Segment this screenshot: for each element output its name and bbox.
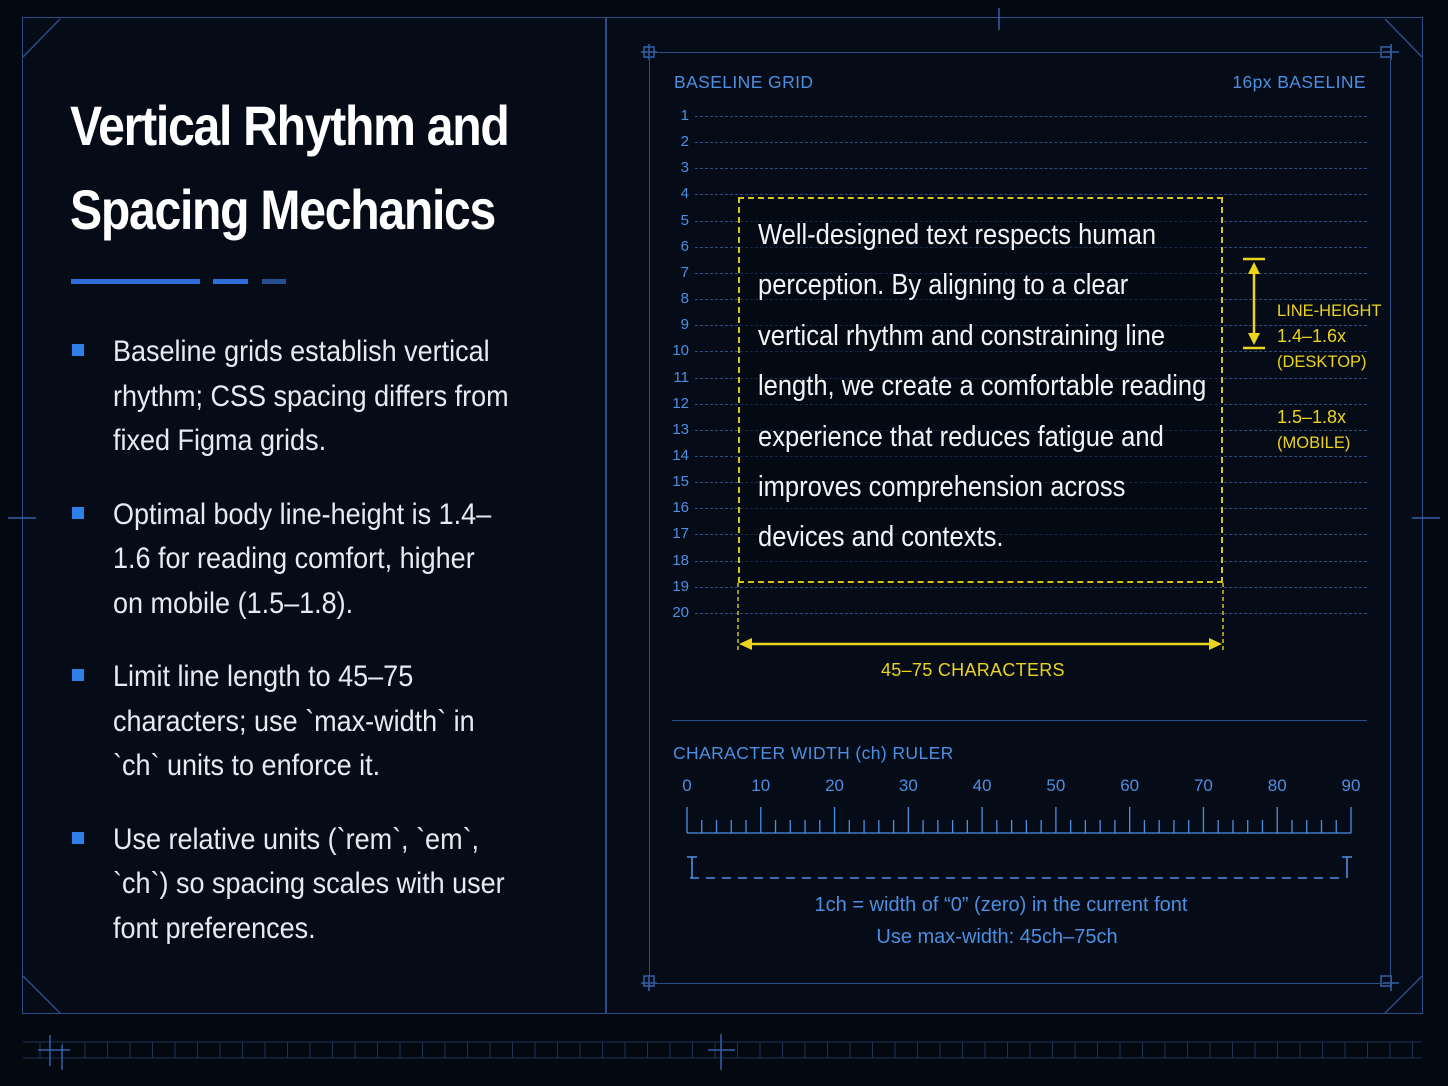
ch-definition-caption: 1ch = width of “0” (zero) in the current font — [814, 894, 1188, 916]
page-title: Vertical Rhythm and Spacing Mechanics — [70, 94, 509, 241]
ruler-tick-label: 20 — [825, 776, 844, 795]
bullet-item: Use relative units (`rem`, `em`, `ch`) so spacing scales with user font preferences. — [70, 818, 590, 952]
baseline-grid-line — [695, 613, 1367, 614]
baseline-row-number: 7 — [680, 263, 689, 281]
baseline-row-number: 3 — [680, 159, 689, 177]
baseline-grid-line — [695, 168, 1367, 169]
baseline-row-number: 4 — [680, 185, 689, 203]
bullet-item: Baseline grids establish vertical rhythm; CSS spacing differs from fixed Figma grids. — [70, 330, 590, 464]
ruler-tick-label: 70 — [1193, 776, 1213, 795]
ruler-tick-label: 80 — [1267, 776, 1287, 795]
baseline-grid-line — [695, 116, 1367, 117]
baseline-row-number: 2 — [680, 133, 689, 151]
baseline-grid-line — [695, 194, 1367, 195]
bullet-list — [70, 330, 590, 980]
desktop-line-height-value: 1.4–1.6x — [1277, 326, 1347, 346]
desktop-label: (DESKTOP) — [1277, 353, 1367, 371]
ruler-tick-label: 60 — [1120, 776, 1140, 795]
bullet-square-icon — [72, 507, 84, 519]
section-separator — [672, 720, 1367, 721]
baseline-row-number: 10 — [672, 342, 689, 360]
accent-bar-mid — [213, 279, 248, 284]
ruler-tick-label: 10 — [751, 776, 771, 795]
ruler-tick-label: 50 — [1046, 776, 1066, 795]
mobile-label: (MOBILE) — [1277, 434, 1351, 452]
bullet-item: Optimal body line-height is 1.4–1.6 for reading comfort, higher on mobile (1.5–1.8). — [70, 493, 590, 627]
sample-paragraph: Well-designed text respects human perception. By aligning to a clear vertical rhythm and constraining line length, we create a comfortable reading experience that reduces fatigue and improves comprehension across devices and contexts. — [758, 219, 1207, 554]
accent-bar-short — [262, 279, 286, 284]
ruler-tick-label: 30 — [898, 776, 918, 795]
baseline-row-number: 14 — [672, 446, 689, 464]
panel-divider — [605, 17, 607, 1014]
baseline-row-number: 20 — [672, 603, 689, 621]
bullet-square-icon — [72, 832, 84, 844]
accent-bar-long — [71, 279, 200, 284]
ruler-tick-label: 90 — [1341, 776, 1361, 795]
baseline-row-number: 17 — [672, 525, 689, 543]
baseline-row-number: 15 — [672, 473, 689, 491]
ruler-tick-label: 40 — [972, 776, 992, 795]
baseline-grid-line — [695, 142, 1367, 143]
baseline-row-number: 19 — [672, 577, 689, 595]
baseline-grid-line — [695, 587, 1367, 588]
ruler-label: CHARACTER WIDTH (ch) RULER — [673, 743, 954, 763]
bullet-square-icon — [72, 669, 84, 681]
baseline-row-number: 12 — [672, 394, 689, 412]
bullet-square-icon — [72, 344, 84, 356]
line-length-label: 45–75 CHARACTERS — [881, 660, 1065, 680]
bullet-item: Limit line length to 45–75 characters; use `max-width` in `ch` units to enforce it. — [70, 655, 590, 789]
ruler-tick-label: 0 — [682, 776, 692, 795]
line-height-label: LINE-HEIGHT — [1277, 302, 1382, 320]
baseline-size-label: 16px BASELINE — [1232, 72, 1366, 92]
baseline-row-number: 8 — [680, 290, 689, 308]
max-width-caption: Use max-width: 45ch–75ch — [876, 926, 1118, 948]
baseline-row-number: 5 — [680, 211, 689, 229]
baseline-row-number: 13 — [672, 420, 689, 438]
baseline-row-number: 11 — [673, 368, 689, 386]
mobile-line-height-value: 1.5–1.8x — [1277, 407, 1347, 427]
baseline-row-number: 18 — [672, 551, 689, 569]
baseline-row-number: 16 — [672, 499, 689, 517]
baseline-row-number: 1 — [680, 107, 689, 124]
baseline-row-number: 9 — [680, 316, 689, 334]
baseline-row-number: 6 — [680, 237, 689, 255]
baseline-grid-label: BASELINE GRID — [674, 72, 814, 92]
